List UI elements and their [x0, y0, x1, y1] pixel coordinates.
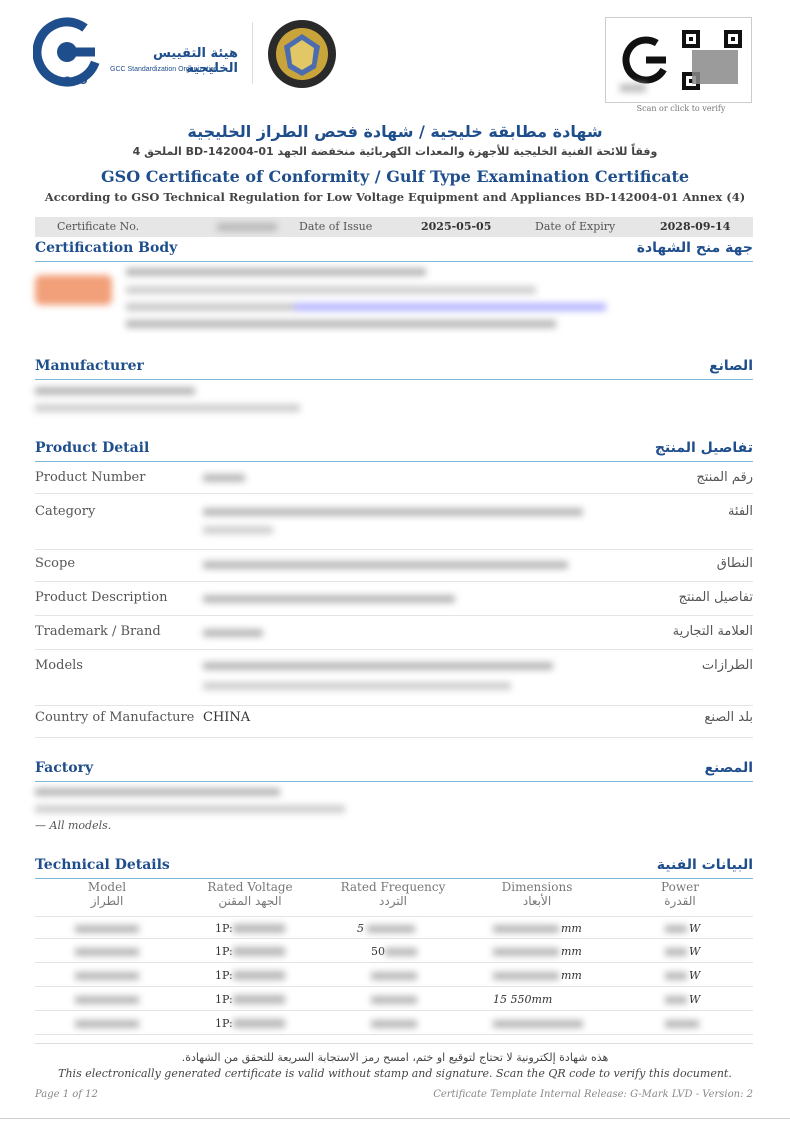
- model-redacted: [75, 996, 139, 1004]
- manufacturer-line-1: [35, 387, 195, 395]
- cert-no-label: Certificate No.: [57, 220, 140, 233]
- table-row: [35, 988, 753, 1011]
- col-header-power: [620, 880, 740, 908]
- section-certification-body: [35, 240, 753, 262]
- svg-text:GSO: GSO: [63, 75, 88, 87]
- org-name-en: GCC Standardization Organization: [110, 66, 218, 73]
- category-label-ar: الفئة: [727, 504, 753, 519]
- manufacturer-line-2: [35, 404, 300, 412]
- col-header-en: Rated Frequency: [340, 880, 446, 894]
- factory-note: — All models.: [35, 819, 112, 832]
- freq-redacted: [385, 948, 417, 956]
- freq-value: 5: [357, 922, 364, 935]
- product-number-value-redacted: [203, 474, 245, 482]
- dim-redacted: [493, 948, 559, 956]
- certificate-meta-bar: [35, 217, 753, 237]
- org-name-ar: هيئة التقييس الخليجية: [152, 46, 238, 76]
- voltage-redacted: [233, 947, 285, 956]
- dim-value: mm: [561, 922, 582, 935]
- voltage-value: 1P:: [215, 945, 233, 958]
- category-value-redacted-2: [203, 526, 273, 534]
- voltage-redacted: [233, 971, 285, 980]
- scope-label-ar: النطاق: [716, 556, 753, 571]
- col-header-en: Dimensions: [501, 880, 573, 894]
- section-title-en: Factory: [35, 760, 94, 776]
- certificate-header: [0, 0, 790, 115]
- gcc-emblem-icon: [266, 18, 338, 90]
- power-value: W: [689, 969, 701, 982]
- col-header-ar: الطراز: [90, 894, 124, 908]
- product-row-models: [35, 654, 753, 706]
- product-row-country: [35, 706, 753, 738]
- product-row-brand: [35, 620, 753, 650]
- cert-no-value-redacted: [217, 223, 277, 231]
- country-value: CHINA: [203, 710, 251, 725]
- footer-divider: [35, 1043, 753, 1044]
- table-row: [35, 964, 753, 987]
- freq-value: 50: [371, 945, 385, 958]
- models-value-redacted-2: [203, 682, 511, 690]
- section-title-ar: الصانع: [709, 358, 753, 374]
- voltage-value: 1P:: [215, 1017, 233, 1030]
- col-header-ar: الأبعاد: [522, 894, 552, 908]
- gso-logo: [33, 16, 105, 88]
- footer-note-en: This electronically generated certificate is valid without stamp and signature. Scan the QR code to verify this document.: [58, 1067, 732, 1080]
- description-label: Product Description: [35, 590, 168, 605]
- factory-line-1: [35, 788, 280, 796]
- scope-label: Scope: [35, 556, 76, 571]
- table-row: [35, 916, 753, 939]
- category-label: Category: [35, 504, 96, 519]
- section-title-ar: البيانات الفنية: [656, 857, 753, 873]
- subtitle-en: According to GSO Technical Regulation for Low Voltage Equipment and Appliances BD-142004-01 Annex (4): [44, 190, 746, 204]
- scope-value-redacted: [203, 561, 568, 569]
- description-label-ar: تفاصيل المنتج: [678, 590, 753, 605]
- title-ar: شهادة مطابقة خليجية / شهادة فحص الطراز الخليجية: [187, 122, 603, 141]
- voltage-value: 1P:: [215, 993, 233, 1006]
- brand-label-ar: العلامة التجارية: [672, 624, 753, 639]
- dim-value: mm: [561, 945, 582, 958]
- col-header-en: Rated Voltage: [207, 880, 293, 894]
- product-row-scope: [35, 552, 753, 582]
- expiry-date-label: Date of Expiry: [535, 220, 616, 233]
- product-row-category: [35, 500, 753, 550]
- col-header-en: Power: [661, 880, 699, 894]
- title-en: GSO Certificate of Conformity / Gulf Type Examination Certificate: [100, 167, 690, 186]
- footer-note-ar: هذه شهادة إلكترونية لا تحتاج لتوقيع او ختم، امسح رمز الاستجابة السريعة للتحقق من الشهادة.: [181, 1051, 609, 1064]
- power-redacted: [665, 1020, 699, 1028]
- dim-redacted: [493, 925, 559, 933]
- voltage-value: 1P:: [215, 922, 233, 935]
- page-bottom-rule: [0, 1118, 790, 1119]
- cert-body-line-2: [126, 286, 536, 294]
- col-header-en: Model: [87, 880, 127, 894]
- description-value-redacted: [203, 595, 455, 603]
- gso-mark-icon: [616, 30, 676, 90]
- page-number: Page 1 of 12: [35, 1089, 98, 1100]
- power-redacted: [665, 925, 687, 933]
- cert-body-line-1: [126, 268, 426, 276]
- section-title-en: Technical Details: [35, 857, 170, 873]
- qr-code-icon[interactable]: [680, 28, 744, 92]
- col-header-model: [47, 880, 167, 908]
- dim-value: mm: [561, 969, 582, 982]
- col-header-ar: القدرة: [664, 894, 696, 908]
- model-redacted: [75, 925, 139, 933]
- product-row-description: [35, 586, 753, 616]
- section-title-en: Certification Body: [35, 240, 178, 256]
- power-redacted: [665, 948, 687, 956]
- freq-redacted: [371, 996, 417, 1004]
- scan-to-verify-text: Scan or click to verify: [636, 104, 726, 113]
- model-redacted: [75, 948, 139, 956]
- power-redacted: [665, 996, 687, 1004]
- table-row: [35, 940, 753, 963]
- model-redacted: [75, 972, 139, 980]
- voltage-redacted: [233, 995, 285, 1004]
- section-technical-details: [35, 857, 753, 879]
- section-factory: [35, 760, 753, 782]
- country-label: Country of Manufacture: [35, 710, 195, 725]
- issue-date-label: Date of Issue: [299, 220, 373, 233]
- section-title-en: Manufacturer: [35, 358, 144, 374]
- issue-date-value: 2025-05-05: [421, 220, 492, 233]
- certification-body-logo: [35, 275, 112, 305]
- factory-line-2: [35, 805, 345, 813]
- cert-body-line-4: [126, 320, 556, 328]
- voltage-value: 1P:: [215, 969, 233, 982]
- freq-redacted: [371, 972, 417, 980]
- section-product-detail: [35, 440, 753, 462]
- power-redacted: [665, 972, 687, 980]
- section-title-ar: المصنع: [704, 760, 753, 776]
- col-header-dimensions: [477, 880, 597, 908]
- verification-qr-box[interactable]: [605, 17, 752, 103]
- template-release: Certificate Template Internal Release: G-Mark LVD - Version: 2: [433, 1089, 753, 1100]
- category-value-redacted: [203, 508, 583, 516]
- section-title-ar: تفاصيل المنتج: [654, 440, 753, 456]
- product-number-label-ar: رقم المنتج: [696, 470, 753, 485]
- dim-value: 15 550mm: [493, 993, 553, 1006]
- header-divider: [252, 22, 253, 84]
- freq-redacted: [367, 925, 415, 933]
- brand-value-redacted: [203, 629, 263, 637]
- models-value-redacted-1: [203, 662, 553, 670]
- dim-redacted: [493, 972, 559, 980]
- product-number-label: Product Number: [35, 470, 146, 485]
- power-value: W: [689, 945, 701, 958]
- subtitle-ar: وفقاً للائحة الفنية الخليجية للأجهزة والمعدات الكهربائية منخفضة الجهد BD-142004-01 الملحق 4: [132, 145, 658, 158]
- brand-label: Trademark / Brand: [35, 624, 161, 639]
- model-redacted: [75, 1020, 139, 1028]
- freq-redacted: [371, 1020, 417, 1028]
- country-label-ar: بلد الصنع: [704, 710, 753, 725]
- col-header-ar: التردد: [379, 894, 407, 908]
- redacted-text: [620, 84, 646, 92]
- section-title-ar: جهة منح الشهادة: [636, 240, 753, 256]
- models-label-ar: الطرازات: [701, 658, 753, 673]
- voltage-redacted: [233, 1019, 285, 1028]
- col-header-frequency: [333, 880, 453, 908]
- col-header-voltage: [190, 880, 310, 908]
- col-header-ar: الجهد المقنن: [218, 894, 282, 908]
- product-row-number: [35, 466, 753, 494]
- power-value: W: [689, 993, 701, 1006]
- models-label: Models: [35, 658, 83, 673]
- power-value: W: [689, 922, 701, 935]
- expiry-date-value: 2028-09-14: [660, 220, 731, 233]
- cert-body-line-3: [126, 303, 606, 311]
- table-row: [35, 1012, 753, 1035]
- section-title-en: Product Detail: [35, 440, 150, 456]
- dim-redacted: [493, 1020, 583, 1028]
- voltage-redacted: [233, 924, 285, 933]
- section-manufacturer: [35, 358, 753, 380]
